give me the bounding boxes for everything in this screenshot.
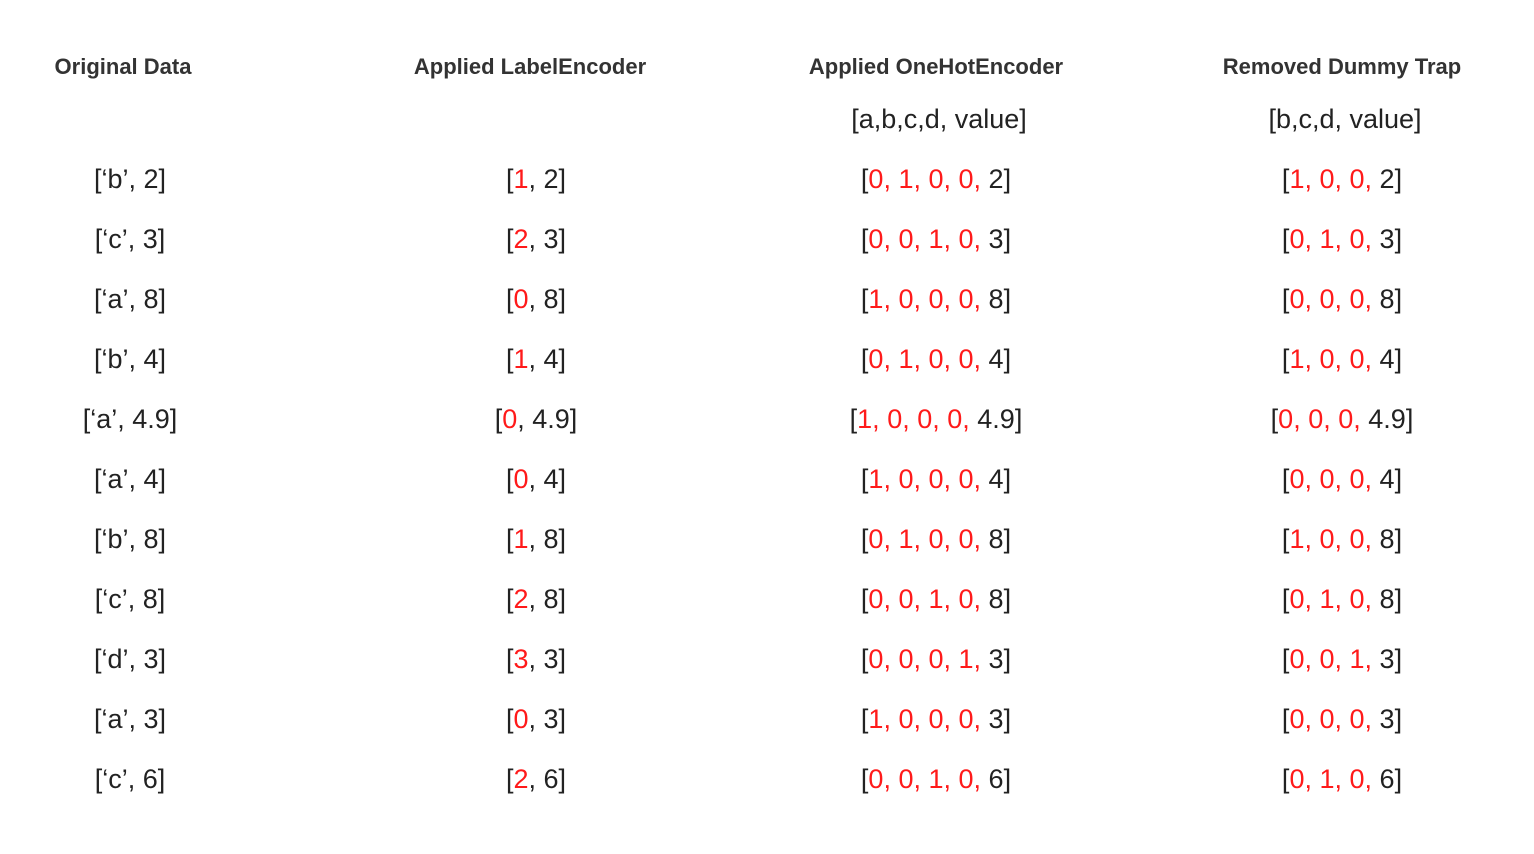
numeric-value: 4.9	[532, 404, 570, 434]
encoded-value: 0,	[868, 584, 899, 614]
original-data-cell: [‘a’, 3]	[93, 704, 167, 734]
original-data-cell: [‘c’, 3]	[94, 224, 166, 254]
encoded-value: 0	[513, 704, 529, 734]
label-encoded-cell: [2, 8]	[505, 584, 567, 614]
label-encoded-cell: [0, 3]	[505, 704, 567, 734]
header-label-encoder: Applied LabelEncoder	[413, 54, 647, 79]
encoded-value: 0,	[1349, 704, 1380, 734]
subheader-dummy-columns: [b,c,d, value]	[1268, 104, 1422, 134]
encoded-value: 0,	[928, 704, 959, 734]
dummy-removed-cell: [0, 0, 0, 4.9]	[1270, 404, 1414, 434]
numeric-value: 8	[1379, 284, 1395, 314]
numeric-value: 3	[1379, 704, 1395, 734]
numeric-value: 8	[1379, 584, 1395, 614]
onehot-encoded-cell: [0, 0, 1, 0, 3]	[860, 224, 1012, 254]
encoded-value: 0,	[1308, 404, 1339, 434]
dummy-removed-cell: [0, 1, 0, 3]	[1281, 224, 1403, 254]
onehot-encoded-cell: [0, 1, 0, 0, 2]	[860, 164, 1012, 194]
numeric-value: 4	[988, 344, 1004, 374]
encoded-value: 2	[513, 224, 529, 254]
numeric-value: 8	[543, 524, 559, 554]
header-onehot-encoder: Applied OneHotEncoder	[808, 54, 1064, 79]
label-encoded-cell: [3, 3]	[505, 644, 567, 674]
label-encoded-cell: [0, 4]	[505, 464, 567, 494]
numeric-value: 3	[1379, 644, 1395, 674]
encoded-value: 0,	[868, 524, 899, 554]
encoded-value: 0,	[898, 704, 929, 734]
onehot-encoded-cell: [1, 0, 0, 0, 3]	[860, 704, 1012, 734]
numeric-value: 8	[988, 284, 1004, 314]
numeric-value: 6	[1379, 764, 1395, 794]
original-data-cell: [‘d’, 3]	[93, 644, 167, 674]
encoded-value: 3	[513, 644, 529, 674]
encoded-value: 0,	[868, 764, 899, 794]
numeric-value: 8	[543, 284, 559, 314]
dummy-removed-cell: [0, 1, 0, 6]	[1281, 764, 1403, 794]
encoded-value: 0,	[1289, 284, 1320, 314]
encoded-value: 1,	[1319, 764, 1350, 794]
encoded-value: 0,	[958, 584, 989, 614]
table-row	[0, 404, 1534, 444]
encoded-value: 0,	[1289, 224, 1320, 254]
encoded-value: 0,	[898, 464, 929, 494]
encoded-value: 0,	[1289, 764, 1320, 794]
encoded-value: 1,	[868, 704, 899, 734]
original-data-cell: [‘b’, 4]	[93, 344, 167, 374]
encoded-value: 0,	[928, 644, 959, 674]
encoded-value: 1,	[1289, 344, 1320, 374]
encoded-value: 0,	[1338, 404, 1369, 434]
onehot-encoded-cell: [0, 1, 0, 0, 4]	[860, 344, 1012, 374]
encoded-value: 0,	[1349, 164, 1380, 194]
onehot-encoded-cell: [1, 0, 0, 0, 4]	[860, 464, 1012, 494]
onehot-encoded-cell: [1, 0, 0, 0, 4.9]	[849, 404, 1023, 434]
encoded-value: 1,	[928, 764, 959, 794]
encoded-value: 0,	[1319, 344, 1350, 374]
encoded-value: 0,	[1349, 284, 1380, 314]
original-data-cell: [‘c’, 6]	[94, 764, 166, 794]
encoded-value: 0	[502, 404, 518, 434]
numeric-value: 3	[543, 704, 559, 734]
encoded-value: 0,	[958, 704, 989, 734]
encoded-value: 1,	[928, 584, 959, 614]
dummy-removed-cell: [1, 0, 0, 8]	[1281, 524, 1403, 554]
encoded-value: 2	[513, 584, 529, 614]
dummy-removed-cell: [1, 0, 0, 4]	[1281, 344, 1403, 374]
numeric-value: 3	[543, 644, 559, 674]
encoded-value: 1,	[958, 644, 989, 674]
numeric-value: 2	[988, 164, 1004, 194]
original-data-cell: [‘b’, 2]	[93, 164, 167, 194]
encoded-value: 0,	[958, 284, 989, 314]
numeric-value: 3	[1379, 224, 1395, 254]
label-encoded-cell: [1, 2]	[505, 164, 567, 194]
encoded-value: 0,	[887, 404, 918, 434]
onehot-encoded-cell: [0, 0, 0, 1, 3]	[860, 644, 1012, 674]
label-encoded-cell: [0, 4.9]	[494, 404, 578, 434]
encoded-value: 0,	[1289, 464, 1320, 494]
encoded-value: 0,	[1349, 764, 1380, 794]
encoded-value: 1,	[928, 224, 959, 254]
encoded-value: 0,	[958, 764, 989, 794]
encoded-value: 1,	[868, 284, 899, 314]
encoded-value: 1,	[857, 404, 888, 434]
encoded-value: 0,	[898, 224, 929, 254]
dummy-removed-cell: [1, 0, 0, 2]	[1281, 164, 1403, 194]
numeric-value: 4	[988, 464, 1004, 494]
encoded-value: 0	[513, 284, 529, 314]
dummy-removed-cell: [0, 0, 1, 3]	[1281, 644, 1403, 674]
original-data-cell: [‘a’, 4.9]	[82, 404, 178, 434]
encoded-value: 0,	[1349, 524, 1380, 554]
encoded-value: 1,	[1289, 524, 1320, 554]
numeric-value: 3	[988, 644, 1004, 674]
encoded-value: 0,	[1319, 164, 1350, 194]
numeric-value: 8	[543, 584, 559, 614]
encoded-value: 1	[513, 344, 529, 374]
encoded-value: 0,	[928, 524, 959, 554]
encoded-value: 1,	[1349, 644, 1380, 674]
table-row	[0, 764, 1534, 804]
dummy-removed-cell: [0, 0, 0, 3]	[1281, 704, 1403, 734]
encoded-value: 0,	[1349, 584, 1380, 614]
table-row	[0, 344, 1534, 384]
label-encoded-cell: [2, 3]	[505, 224, 567, 254]
numeric-value: 8	[988, 524, 1004, 554]
encoded-value: 2	[513, 764, 529, 794]
label-encoded-cell: [1, 8]	[505, 524, 567, 554]
encoded-value: 1,	[1289, 164, 1320, 194]
table-row	[0, 584, 1534, 624]
encoded-value: 0,	[958, 164, 989, 194]
original-data-cell: [‘a’, 8]	[93, 284, 167, 314]
label-encoded-cell: [1, 4]	[505, 344, 567, 374]
onehot-encoded-cell: [0, 1, 0, 0, 8]	[860, 524, 1012, 554]
encoded-value: 0,	[958, 524, 989, 554]
encoded-value: 1,	[1319, 584, 1350, 614]
encoded-value: 0,	[868, 224, 899, 254]
table-row	[0, 704, 1534, 744]
original-data-cell: [‘a’, 4]	[93, 464, 167, 494]
onehot-encoded-cell: [0, 0, 1, 0, 8]	[860, 584, 1012, 614]
numeric-value: 3	[988, 704, 1004, 734]
encoded-value: 0,	[1319, 704, 1350, 734]
numeric-value: 6	[988, 764, 1004, 794]
numeric-value: 3	[988, 224, 1004, 254]
numeric-value: 6	[543, 764, 559, 794]
header-dummy-trap: Removed Dummy Trap	[1222, 54, 1462, 79]
encoded-value: 0,	[1289, 644, 1320, 674]
label-encoded-cell: [2, 6]	[505, 764, 567, 794]
onehot-encoded-cell: [1, 0, 0, 0, 8]	[860, 284, 1012, 314]
encoded-value: 0,	[928, 464, 959, 494]
encoded-value: 0,	[868, 644, 899, 674]
dummy-removed-cell: [0, 0, 0, 4]	[1281, 464, 1403, 494]
encoded-value: 0,	[928, 284, 959, 314]
encoded-value: 0,	[958, 464, 989, 494]
encoded-value: 0,	[1349, 224, 1380, 254]
encoded-value: 0,	[898, 584, 929, 614]
numeric-value: 4.9	[1368, 404, 1406, 434]
encoded-value: 1	[513, 164, 529, 194]
encoded-value: 0,	[1349, 344, 1380, 374]
encoded-value: 0,	[1289, 584, 1320, 614]
encoded-value: 0,	[947, 404, 978, 434]
table-row	[0, 524, 1534, 564]
encoded-value: 0,	[1349, 464, 1380, 494]
encoded-value: 1,	[868, 464, 899, 494]
encoded-value: 0,	[898, 644, 929, 674]
numeric-value: 4.9	[977, 404, 1015, 434]
label-encoded-cell: [0, 8]	[505, 284, 567, 314]
encoded-value: 0	[513, 464, 529, 494]
numeric-value: 8	[988, 584, 1004, 614]
numeric-value: 4	[1379, 464, 1395, 494]
encoded-value: 1,	[1319, 224, 1350, 254]
table-row	[0, 284, 1534, 324]
numeric-value: 3	[543, 224, 559, 254]
encoded-value: 1,	[898, 524, 929, 554]
table-row	[0, 224, 1534, 264]
encoded-value: 0,	[1289, 704, 1320, 734]
encoded-value: 1,	[898, 344, 929, 374]
original-data-cell: [‘c’, 8]	[94, 584, 166, 614]
numeric-value: 2	[1379, 164, 1395, 194]
encoded-value: 0,	[1278, 404, 1309, 434]
table-row	[0, 464, 1534, 504]
subheader-onehot-columns: [a,b,c,d, value]	[851, 104, 1027, 134]
numeric-value: 8	[1379, 524, 1395, 554]
encoded-value: 0,	[868, 164, 899, 194]
original-data-cell: [‘b’, 8]	[93, 524, 167, 554]
encoded-value: 0,	[928, 344, 959, 374]
table-row	[0, 644, 1534, 684]
numeric-value: 4	[543, 344, 559, 374]
encoded-value: 1,	[898, 164, 929, 194]
numeric-value: 2	[543, 164, 559, 194]
encoded-value: 1	[513, 524, 529, 554]
encoded-value: 0,	[898, 764, 929, 794]
numeric-value: 4	[543, 464, 559, 494]
table-row	[0, 164, 1534, 204]
dummy-removed-cell: [0, 0, 0, 8]	[1281, 284, 1403, 314]
encoded-value: 0,	[1319, 644, 1350, 674]
encoded-value: 0,	[958, 224, 989, 254]
encoded-value: 0,	[917, 404, 948, 434]
encoded-value: 0,	[1319, 464, 1350, 494]
encoded-value: 0,	[928, 164, 959, 194]
encoded-value: 0,	[958, 344, 989, 374]
dummy-removed-cell: [0, 1, 0, 8]	[1281, 584, 1403, 614]
encoded-value: 0,	[898, 284, 929, 314]
encoded-value: 0,	[1319, 524, 1350, 554]
encoded-value: 0,	[1319, 284, 1350, 314]
header-original-data: Original Data	[54, 54, 192, 79]
numeric-value: 4	[1379, 344, 1395, 374]
encoded-value: 0,	[868, 344, 899, 374]
onehot-encoded-cell: [0, 0, 1, 0, 6]	[860, 764, 1012, 794]
